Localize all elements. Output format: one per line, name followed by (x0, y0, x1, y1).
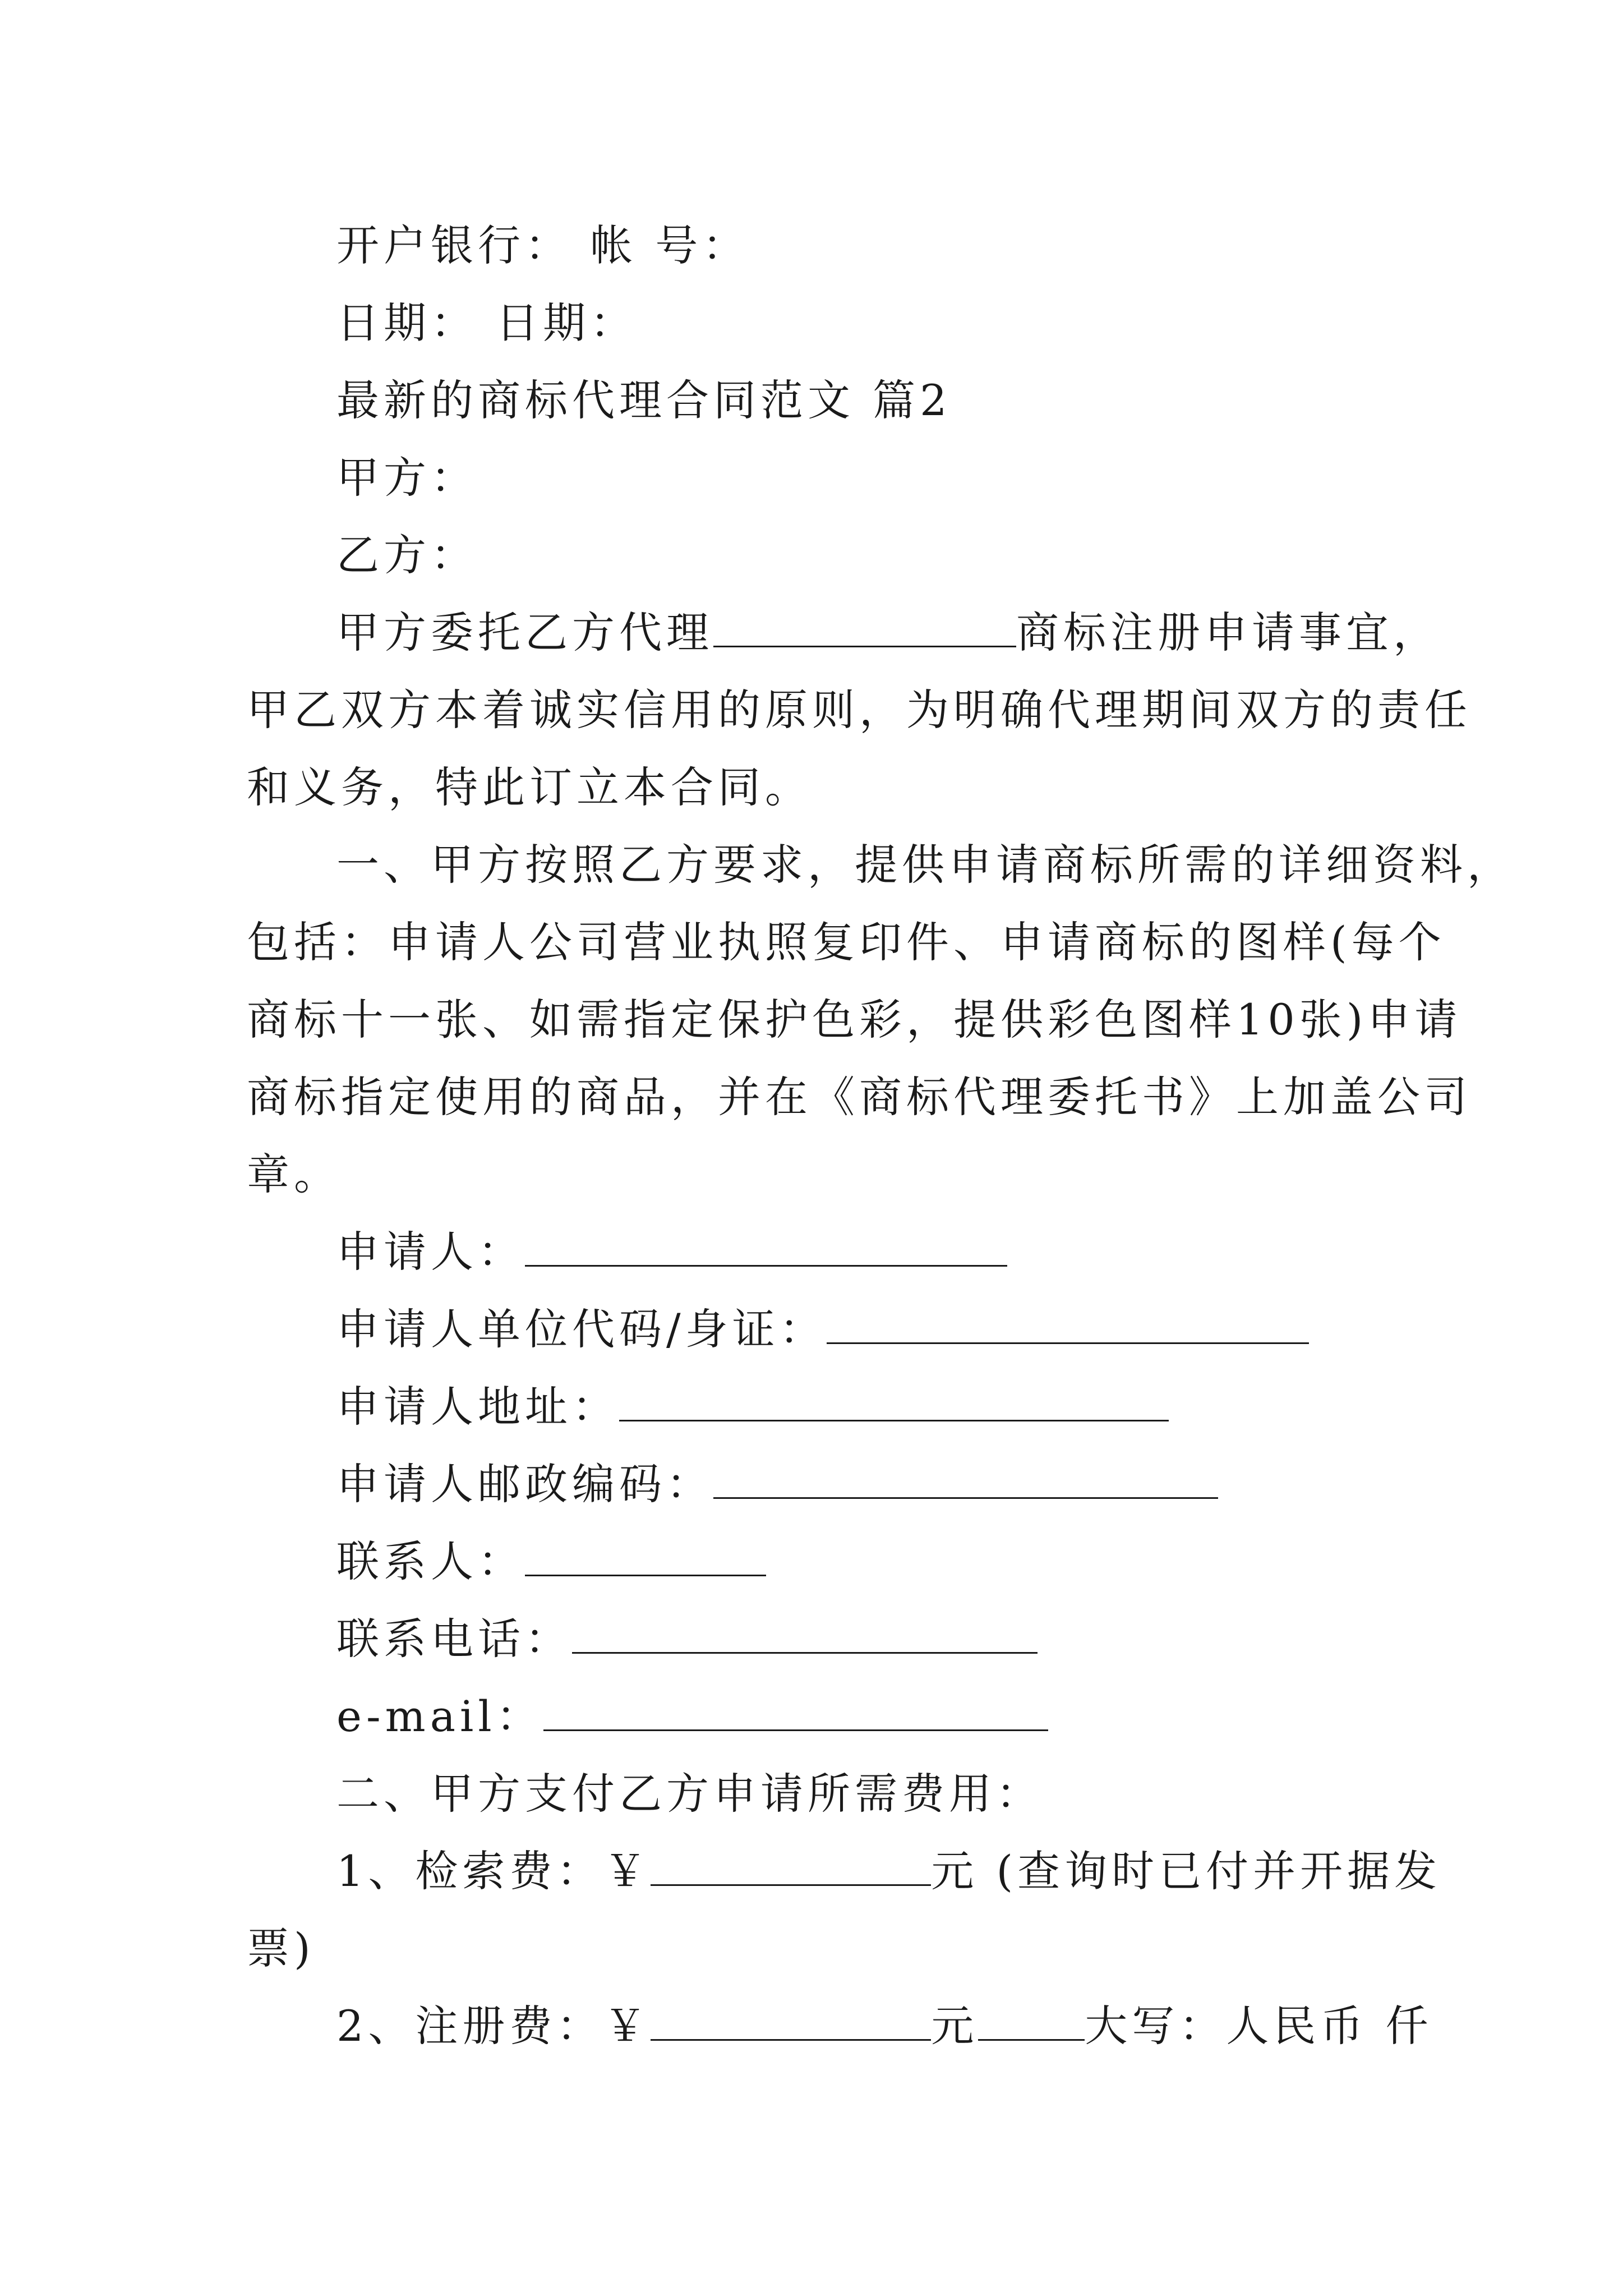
applicant-address-field (336, 1382, 1169, 1432)
intro-paragraph-line (336, 608, 1440, 657)
applicant-postcode-blank (713, 1465, 1218, 1499)
intro-text-end: 商标注册申请事宜， (1016, 608, 1440, 657)
applicant-address-blank (619, 1387, 1169, 1421)
intro-text-start: 甲方委托乙方代理 (336, 608, 713, 657)
clause-1-line: 章。 (247, 1149, 341, 1199)
applicant-label: 申请人： (336, 1227, 525, 1277)
clause-2-heading: 二、甲方支付乙方申请所需费用： (336, 1769, 1043, 1819)
party-a-line: 甲方： (336, 453, 478, 503)
registration-fee-unit: 元 (931, 2001, 979, 2051)
section-heading: 最新的商标代理合同范文 篇2 (336, 375, 952, 425)
search-fee-line: 票) (247, 1924, 315, 1973)
applicant-postcode-field (336, 1459, 1218, 1509)
registration-fee-amount-words: 大写：人民币 仟 (1085, 2001, 1433, 2051)
applicant-postcode-label: 申请人邮政编码： (336, 1459, 713, 1509)
applicant-address-label: 申请人地址： (336, 1382, 619, 1432)
contact-field (336, 1536, 766, 1586)
clause-1-line: 包括：申请人公司营业执照复印件、申请商标的图样(每个 (247, 917, 1446, 967)
email-field (336, 1691, 1048, 1741)
search-fee-line (336, 1846, 1442, 1896)
intro-paragraph-line: 和义务，特此订立本合同。 (247, 762, 812, 812)
registration-fee-line (336, 2001, 1433, 2051)
phone-field (336, 1614, 1038, 1664)
registration-fee-label: 2、注册费：￥ (336, 2001, 651, 2051)
applicant-code-label: 申请人单位代码/身证： (336, 1304, 827, 1354)
applicant-code-field (336, 1304, 1309, 1354)
phone-label: 联系电话： (336, 1614, 572, 1664)
email-blank (543, 1697, 1048, 1731)
email-label: e-mail： (336, 1691, 543, 1741)
clause-1-line: 一、甲方按照乙方要求，提供申请商标所需的详细资料， (336, 840, 1514, 890)
intro-paragraph-line: 甲乙双方本着诚实信用的原则，为明确代理期间双方的责任 (247, 685, 1472, 735)
registration-fee-blank-2 (978, 2007, 1085, 2041)
bank-account-line: 开户银行： 帐 号： (336, 220, 750, 270)
applicant-blank (525, 1232, 1007, 1267)
search-fee-blank (651, 1852, 931, 1886)
trademark-name-blank (713, 613, 1016, 647)
registration-fee-blank (651, 2007, 931, 2041)
search-fee-label: 1、检索费：￥ (336, 1846, 651, 1896)
contact-label: 联系人： (336, 1536, 525, 1586)
applicant-code-blank (827, 1310, 1309, 1344)
party-b-line: 乙方： (336, 530, 478, 580)
contact-blank (525, 1542, 766, 1576)
date-line: 日期： 日期： (336, 298, 638, 348)
clause-1-line: 商标指定使用的商品，并在《商标代理委托书》上加盖公司 (247, 1072, 1472, 1122)
phone-blank (572, 1619, 1038, 1654)
search-fee-note: 元 (查询时已付并开据发 (931, 1846, 1442, 1896)
clause-1-line: 商标十一张、如需指定保护色彩，提供彩色图样10张)申请 (247, 995, 1462, 1045)
applicant-field (336, 1227, 1007, 1277)
